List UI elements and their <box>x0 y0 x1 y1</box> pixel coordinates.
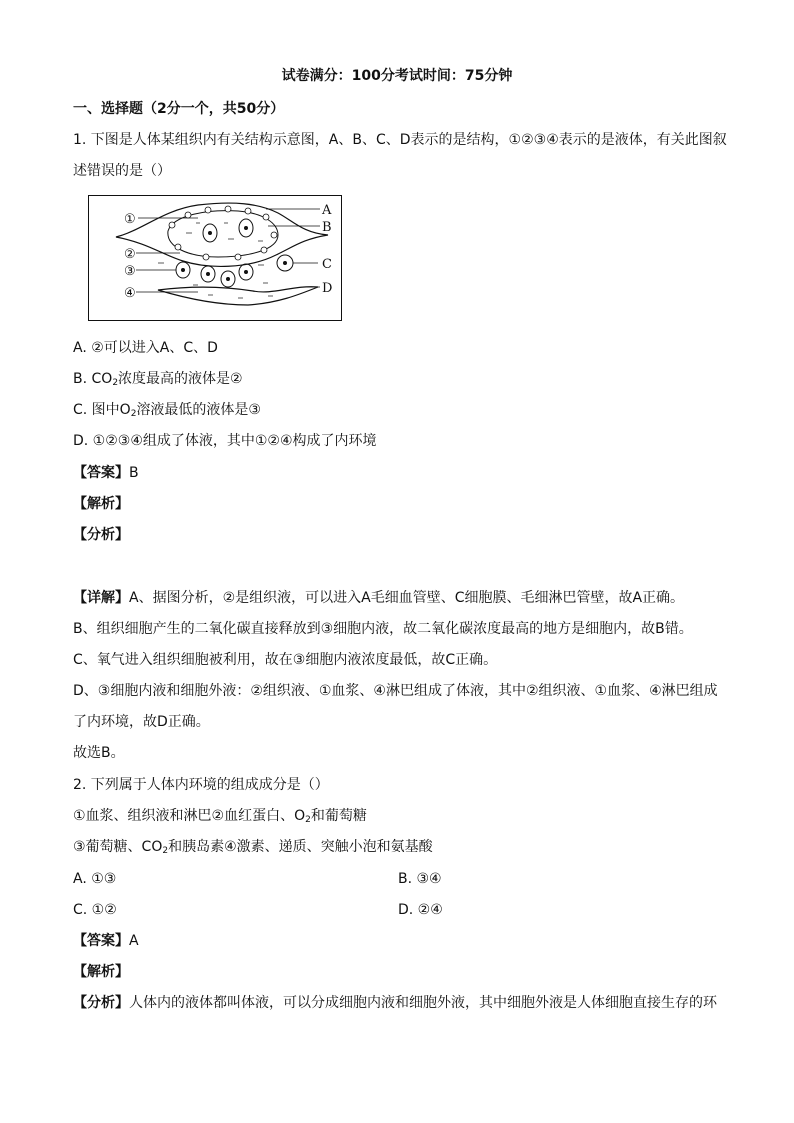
q1-answer: 【答案】B <box>73 465 139 481</box>
q2-option-a: A. ①③ <box>73 871 117 887</box>
q1-option-a: A. ②可以进入A、C、D <box>73 340 218 356</box>
q2-fenxi: 【分析】人体内的液体都叫体液，可以分成细胞内液和细胞外液，其中细胞外液是人体细胞直接生存的环 <box>73 995 717 1011</box>
q2-option-b: B. ③④ <box>398 871 442 887</box>
q1-stem-line1: 1. 下图是人体某组织内有关结构示意图，A、B、C、D表示的是结构，①②③④表示的是液体，有关此图叙 <box>73 132 727 148</box>
figure-label-D: D <box>322 281 333 296</box>
figure-label-B: B <box>322 220 332 235</box>
q2-answer: 【答案】A <box>73 933 139 949</box>
q1-detail-1: 【详解】A、据图分析，②是组织液，可以进入A毛细血管壁、C细胞膜、毛细淋巴管壁，故A正确。 <box>73 590 685 606</box>
q2-option-c: C. ①② <box>73 902 117 918</box>
q1-detail-2: B、组织细胞产生的二氧化碳直接释放到③细胞内液，故二氧化碳浓度最高的地方是细胞内，故B错。 <box>73 621 693 637</box>
q1-analysis-tag: 【解析】 <box>73 496 129 512</box>
q1-detail-5: 了内环境，故D正确。 <box>73 714 210 730</box>
figure-label-A: A <box>322 203 332 218</box>
q2-stem: 2. 下列属于人体内环境的组成成分是（） <box>73 777 329 793</box>
q1-conclusion: 故选B。 <box>73 745 125 761</box>
q1-fenxi-tag: 【分析】 <box>73 527 129 543</box>
tissue-structure-diagram <box>88 195 342 321</box>
q2-option-d: D. ②④ <box>398 902 443 918</box>
q2-items-line1: ①血浆、组织液和淋巴②血红蛋白、$O_2$和葡萄糖 <box>73 808 367 825</box>
figure-label-4: ④ <box>124 286 136 301</box>
q1-option-c: C. 图中$O_2$溶液最低的液体是③ <box>73 402 261 419</box>
section-heading: 一、选择题（2分一个，共50分） <box>73 101 285 117</box>
figure-label-C: C <box>322 257 332 272</box>
q1-option-d: D. ①②③④组成了体液，其中①②④构成了内环境 <box>73 433 377 449</box>
q1-detail-4: D、③细胞内液和细胞外液：②组织液、①血浆、④淋巴组成了体液，其中②组织液、①血浆、④淋巴组成 <box>73 683 718 699</box>
q1-detail-3: C、氧气进入组织细胞被利用，故在③细胞内液浓度最低，故C正确。 <box>73 652 498 668</box>
q2-items-line2: ③葡萄糖、$CO_2$和胰岛素④激素、递质、突触小泡和氨基酸 <box>73 839 433 856</box>
q1-option-b: B. $CO_2$浓度最高的液体是② <box>73 371 243 388</box>
q2-analysis-tag: 【解析】 <box>73 964 129 980</box>
figure-label-2: ② <box>124 247 136 262</box>
exam-title: 试卷满分：100分考试时间：75分钟 <box>281 68 513 84</box>
figure-label-3: ③ <box>124 264 136 279</box>
figure-label-1: ① <box>124 212 136 227</box>
q1-stem-line2: 述错误的是（） <box>73 163 171 179</box>
